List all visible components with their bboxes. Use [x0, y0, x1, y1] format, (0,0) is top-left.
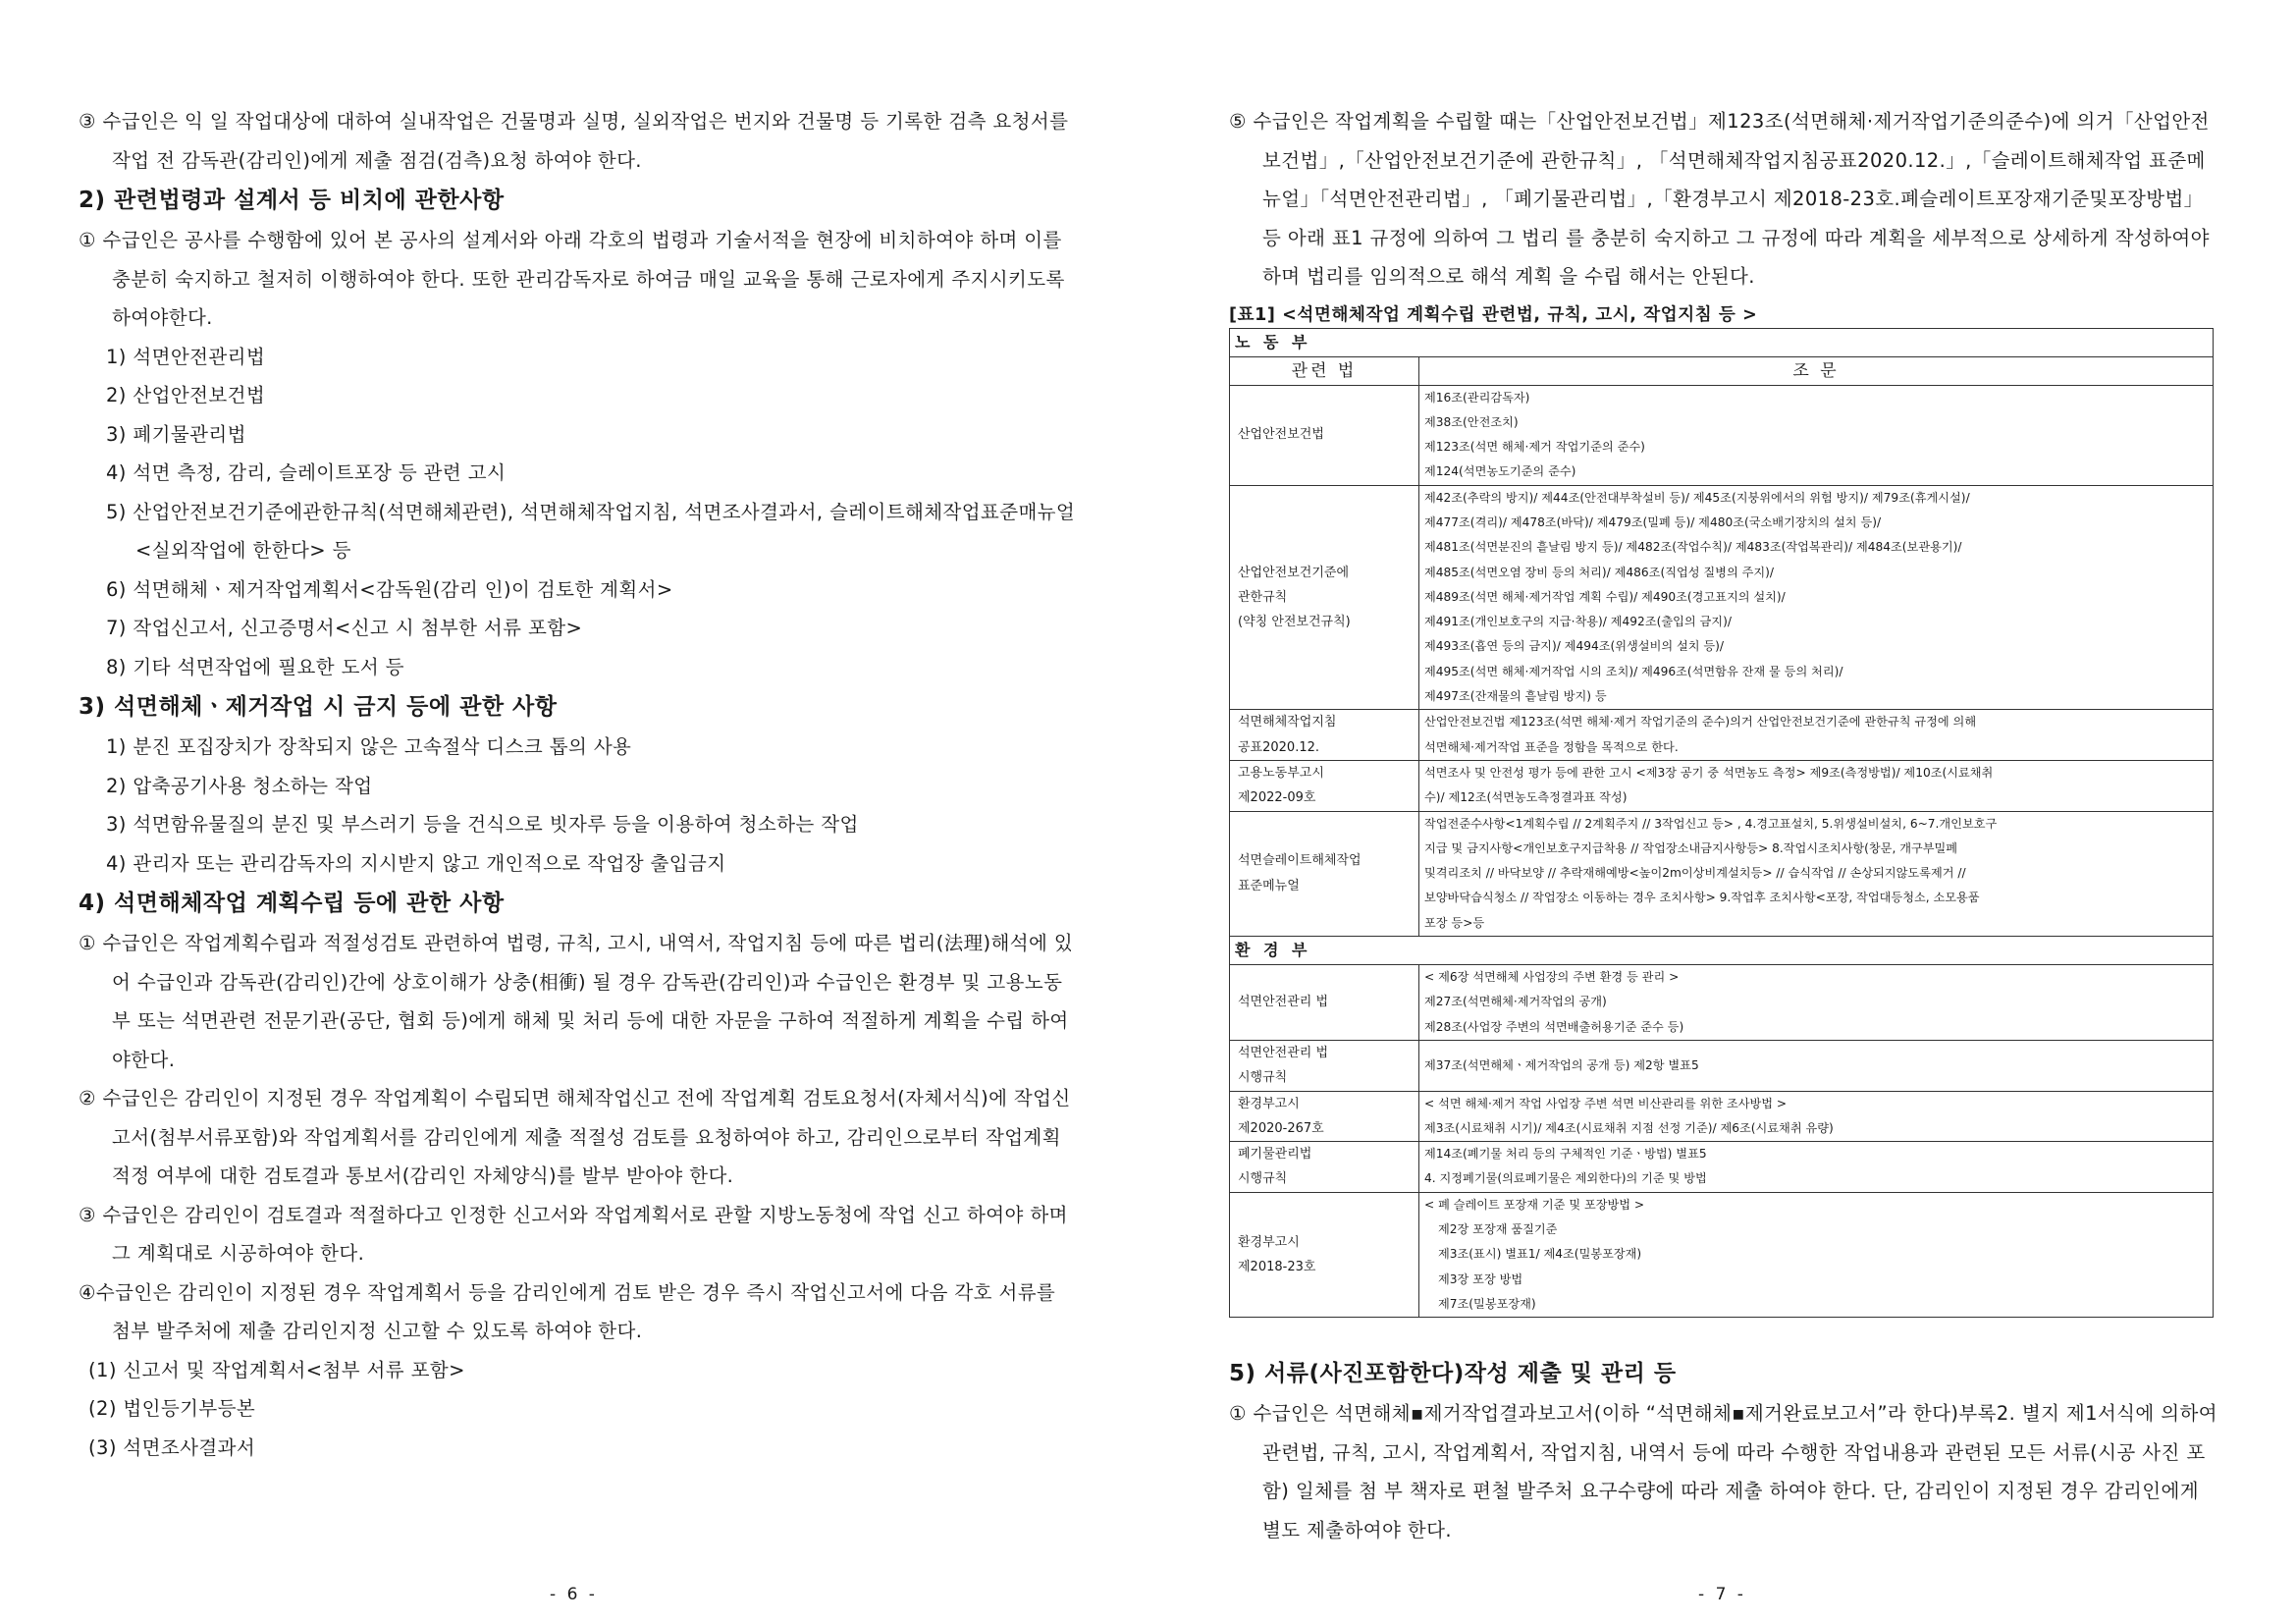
list-item: (2) 법인등기부등본 [88, 1397, 256, 1420]
section-5-heading: 5) 서류(사진포함한다)작성 제출 및 관리 등 [1229, 1361, 1677, 1387]
list-item: 4) 석면 측정, 감리, 슬레이트포장 등 관련 고시 [106, 461, 507, 484]
article-line: 제7조(밀봉포장재) [1438, 1296, 1536, 1311]
law-cell: 산업안전보건법 [1230, 385, 1419, 485]
article-line: 제27조(석면해체·제거작업의 공개) [1424, 995, 1607, 1009]
article-cell [1419, 760, 2214, 811]
article-line: 제3조(표시) 별표1/ 제4조(밀봉포장재) [1438, 1247, 1642, 1262]
law-line: 시행규칙 [1238, 1171, 1288, 1187]
table-row [1230, 1040, 2214, 1091]
table-row [1230, 760, 2214, 811]
law-line: 공표2020.12. [1238, 739, 1320, 755]
section-4-paragraph-3: ③ 수급인은 감리인이 검토결과 적절하다고 인정한 신고서와 작업계획서로 관할 지방노동청에 작업 신고 하여야 하며 그 계획대로 시공하여야 한다. [79, 1203, 1068, 1265]
article-line: < 석면 해체·제거 작업 사업장 주변 석면 비산관리를 위한 조사방법 > [1424, 1096, 1788, 1110]
law-line: 표준메뉴얼 [1238, 878, 1300, 893]
list-item: 8) 기타 석면작업에 필요한 도서 등 [106, 655, 404, 678]
table-row [1230, 1142, 2214, 1193]
law-cell [1230, 485, 1419, 710]
law-cell [1230, 1142, 1419, 1193]
section-2-heading: 2) 관련법령과 설계서 등 비치에 관한사항 [79, 188, 505, 213]
table-caption: [표1] <석면해체작업 계획수립 관련법, 규칙, 고시, 작업지침 등 > [1229, 304, 1758, 325]
list-item: 4) 관리자 또는 관리감독자의 지시받지 않고 개인적으로 작업장 출입금지 [106, 851, 726, 875]
list-item: 7) 작업신고서, 신고증명서<신고 시 첨부한 서류 포함> [106, 617, 583, 639]
article-line: 제28조(사업장 주변의 석면배출허용기준 준수 등) [1424, 1019, 1684, 1034]
article-line: 제37조(석면해체ㆍ제거작업의 공개 등) 제2항 별표5 [1424, 1057, 1699, 1072]
law-cell: 석면안전관리 법 [1230, 965, 1419, 1041]
article-line: 제16조(관리감독자) [1424, 390, 1530, 405]
law-line: 관한규칙 [1238, 589, 1288, 605]
article-cell [1419, 1142, 2214, 1193]
list-item: 2) 산업안전보건법 [106, 384, 266, 406]
article-line: 제2장 포장재 품질기준 [1438, 1222, 1558, 1236]
intro-paragraph: ③ 수급인은 익 일 작업대상에 대하여 실내작업은 건물명과 실명, 실외작업은 번지와 건물명 등 기록한 검측 요청서를 작업 전 감독관(감리인)에게 제출 점검(검측)요청 하여야 한다. [79, 110, 1069, 172]
article-line: 제477조(격리)/ 제478조(바닥)/ 제479조(밀폐 등)/ 제480조(국소배기장치의 설치 등)/ [1424, 514, 1882, 529]
article-line: 제38조(안전조치) [1424, 414, 1519, 429]
article-cell [1419, 385, 2214, 485]
table-group-row [1230, 328, 2214, 356]
article-line: 제491조(개인보호구의 지급·착용)/ 제492조(출입의 금지)/ [1424, 615, 1732, 629]
right-column [1229, 102, 2220, 1549]
article-line: 작업전준수사항<1계획수립 // 2계획주지 // 3작업신고 등> , 4.경고표설치, 5.위생설비설치, 6~7.개인보호구 [1424, 816, 1998, 831]
column-header-law: 관련 법 [1230, 356, 1419, 385]
article-cell [1419, 965, 2214, 1041]
law-line: 산업안전보건기준에 [1238, 565, 1350, 580]
section-4-paragraph-1: ① 수급인은 작업계획수립과 적절성검토 관련하여 법령, 규칙, 고시, 내역서, 작업지침 등에 따른 법리(法理)해석에 있어 수급인과 감독관(감리인)간에 상호이해가 상충(相衝) 될 경우 감독관(감리인)과 수급인은 환경부 및 고용노동부 또는 석면관련 전문기관(공단, 협회 등)에게 해체 및 처리 등에 대한 자문을 구하여 적절하게 계획을 수립 하여야한다. [79, 932, 1074, 1071]
list-item: 6) 석면해체ㆍ제거작업계획서<감독원(감리 인)이 검토한 계획서> [106, 577, 673, 601]
article-cell [1419, 1091, 2214, 1142]
article-line: 제495조(석면 해체·제거작업 시의 조치)/ 제496조(석면함유 잔재 물 등의 처리)/ [1424, 664, 1843, 678]
article-line: 제123조(석면 해체·제거 작업기준의 준수) [1424, 440, 1645, 455]
table-row [1230, 485, 2214, 710]
law-cell [1230, 1091, 1419, 1142]
section-4-heading: 4) 석면해체작업 계획수립 등에 관한 사항 [79, 891, 505, 916]
article-line: 수)/ 제12조(석면농도측정결과표 작성) [1424, 790, 1628, 805]
article-line: < 제6장 석면해체 사업장의 주변 환경 등 관리 > [1424, 970, 1680, 985]
article-cell [1419, 1040, 2214, 1091]
article-line: < 폐 슬레이트 포장재 기준 및 포장방법 > [1424, 1197, 1645, 1212]
list-item: 1) 석면안전관리법 [106, 345, 266, 368]
article-line: 석면조사 및 안전성 평가 등에 관한 고시 <제3장 공기 중 석면농도 측정> 제9조(측정방법)/ 제10조(시료채취 [1424, 765, 1994, 780]
article-line: 제3조(시료채취 시기)/ 제4조(시료채취 지점 선정 기준)/ 제6조(시료채취 유량) [1424, 1120, 1834, 1135]
law-line: 시행규칙 [1238, 1070, 1288, 1086]
article-line: 제14조(폐기물 처리 등의 구체적인 기준ㆍ방법) 별표5 [1424, 1147, 1707, 1162]
article-line: 제124(석면농도기준의 준수) [1424, 464, 1576, 479]
group-label-labor: 노 동 부 [1230, 328, 2214, 356]
article-line: 제42조(추락의 방지)/ 제44조(안전대부착설비 등)/ 제45조(지붕위에서의 위험 방지)/ 제79조(휴게시설)/ [1424, 490, 1970, 505]
right-page [1148, 0, 2296, 1623]
page-number: - 6 - [550, 1585, 598, 1604]
law-line: 석면슬레이트해체작업 [1238, 853, 1362, 869]
law-line: 환경부고시 [1238, 1234, 1300, 1250]
article-line: 제481조(석면분진의 흩날림 방지 등)/ 제482조(작업수칙)/ 제483조(작업복관리)/ 제484조(보관용기)/ [1424, 540, 1962, 555]
table-row [1230, 710, 2214, 761]
article-line: 제485조(석면오염 장비 등의 처리)/ 제486조(직업성 질병의 주지)/ [1424, 565, 1775, 579]
list-item: 1) 분진 포집장치가 장착되지 않은 고속절삭 디스크 톱의 사용 [106, 735, 632, 758]
section-5-paragraph: ① 수급인은 석면해체▪제거작업결과보고서(이하 “석면해체▪제거완료보고서”라 한다)부록2. 별지 제1서식에 의하여 관련법, 규칙, 고시, 작업계획서, 작업지침, 내역서 등에 따라 수행한 작업내용과 관련된 모든 서류(시공 사진 포함) 일체를 첨 부 책자로 편철 발주처 요구수량에 따라 제출 하여야 한다. 단, 감리인이 지정된 경우 감리인에게 별도 제출하여야 한다. [1229, 1402, 2217, 1542]
article-line: 산업안전보건법 제123조(석면 해체·제거 작업기준의 준수)의거 산업안전보건기준에 관한규칙 규정에 의해 [1424, 715, 1977, 730]
paragraph-5: ⑤ 수급인은 작업계획을 수립할 때는「산업안전보건법」제123조(석면해체·제거작업기준의준수)에 의거「산업안전보건법」,「산업안전보건기준에 관한규칙」, 「석면해체작업지침공표2020.12.」,「슬레이트해체작업 표준메뉴얼」「석면안전관리법」, 「폐기물관리법」,「환경부고시 제2018-23호.폐슬레이트포장재기준및포장방법」등 아래 표1 규정에 의하여 그 법리 를 충분히 숙지하고 그 규정에 따라 계획을 세부적으로 상세하게 작성하여야 하며 법리를 임의적으로 해석 계획 을 수립 해서는 안된다. [1229, 110, 2210, 288]
law-cell [1230, 760, 1419, 811]
article-line: 제489조(석면 해체·제거작업 계획 수립)/ 제490조(경고표지의 설치)/ [1424, 589, 1786, 604]
article-cell [1419, 710, 2214, 761]
article-line: 4. 지정폐기물(의료폐기물은 제외한다)의 기준 및 방법 [1424, 1171, 1707, 1186]
section-3-heading: 3) 석면해체ㆍ제거작업 시 금지 등에 관한 사항 [79, 694, 558, 720]
list-item: 5) 산업안전보건기준에관한규칙(석면해체관련), 석면해체작업지침, 석면조사결과서, 슬레이트해체작업표준매뉴얼<실외작업에 한한다> 등 [106, 500, 1076, 562]
section-4-paragraph-2: ② 수급인은 감리인이 지정된 경우 작업계획이 수립되면 해체작업신고 전에 작업계획 검토요청서(자체서식)에 작업신고서(첨부서류포함)와 작업계획서를 감리인에게 제출 적절성 검토를 요청하여야 하고, 감리인으로부터 작업계획 적정 여부에 대한 검토결과 통보서(감리인 자체양식)를 발부 받아야 한다. [79, 1087, 1071, 1187]
article-cell [1419, 811, 2214, 936]
law-line: 석면해체작업지침 [1238, 715, 1337, 730]
table-row [1230, 1091, 2214, 1142]
law-cell [1230, 1192, 1419, 1317]
law-line: 고용노동부고시 [1238, 765, 1324, 781]
table-row [1230, 965, 2214, 1041]
article-line: 지급 및 금지사항<개인보호구지급착용 // 작업장소내금지사항등> 8.작업시조치사항(창문, 개구부밀폐 [1424, 840, 1958, 855]
section-2-paragraph: ① 수급인은 공사를 수행함에 있어 본 공사의 설계서와 아래 각호의 법령과 기술서적을 현장에 비치하여야 하며 이를 충분히 숙지하고 철저히 이행하여야 한다. 또한 관리감독자로 하여금 매일 교육을 통해 근로자에게 주지시키도록 하여야한다. [79, 229, 1065, 329]
table-header-row [1230, 356, 2214, 385]
law-line: 제2018-23호 [1238, 1259, 1316, 1274]
article-cell [1419, 485, 2214, 710]
law-cell [1230, 1040, 1419, 1091]
article-line: 제3장 포장 방법 [1438, 1271, 1523, 1286]
article-line: 및격리조치 // 바닥보양 // 추락재해예방<높이2m이상비계설치등> // 습식작업 // 손상되지않도록제거 // [1424, 866, 1966, 881]
table-row [1230, 385, 2214, 485]
list-item: 2) 압축공기사용 청소하는 작업 [106, 774, 373, 797]
left-column [79, 102, 1080, 1467]
article-line: 제493조(흡연 등의 금지)/ 제494조(위생설비의 설치 등)/ [1424, 639, 1725, 654]
article-cell [1419, 1192, 2214, 1317]
list-item: (1) 신고서 및 작업계획서<첨부 서류 포함> [88, 1358, 465, 1381]
article-line: 보양바닥습식청소 // 작업장소 이동하는 경우 조치사항> 9.작업후 조치사항<포장, 작업대등청소, 소모용품 [1424, 891, 1980, 905]
table-group-row [1230, 937, 2214, 965]
article-line: 제497조(잔재물의 흩날림 방지) 등 [1424, 689, 1607, 704]
list-item: 3) 폐기물관리법 [106, 422, 246, 446]
section-3-list [79, 728, 1080, 883]
law-cell [1230, 811, 1419, 936]
law-line: 석면안전관리 법 [1238, 1045, 1329, 1060]
list-item: 3) 석면함유물질의 분진 및 부스러기 등을 건식으로 빗자루 등을 이용하여 청소하는 작업 [106, 813, 859, 836]
law-line: 폐기물관리법 [1238, 1147, 1312, 1163]
article-line: 포장 등>등 [1424, 915, 1485, 930]
group-label-environment: 환 경 부 [1230, 937, 2214, 965]
regulation-table [1229, 328, 2214, 1319]
section-2-list [79, 338, 1080, 687]
law-line: 환경부고시 [1238, 1096, 1300, 1111]
list-item: (3) 석면조사결과서 [88, 1435, 256, 1459]
section-4-paragraph-4: ④수급인은 감리인이 지정된 경우 작업계획서 등을 감리인에게 검토 받은 경우 즉시 작업신고서에 다음 각호 서류를 첨부 발주처에 제출 감리인지정 신고할 수 있도록 하여야 한다. [79, 1280, 1056, 1342]
law-line: 제2020-267호 [1238, 1120, 1324, 1136]
column-header-article: 조 문 [1419, 356, 2214, 385]
table-row [1230, 811, 2214, 936]
table-row [1230, 1192, 2214, 1317]
law-line: 제2022-09호 [1238, 790, 1316, 806]
spacer [1229, 1318, 2220, 1331]
article-line: 석면해체·제거작업 표준을 정함을 목적으로 한다. [1424, 739, 1679, 754]
law-line: (약칭 안전보건규칙) [1238, 615, 1351, 630]
page-number: - 7 - [1698, 1585, 1746, 1604]
law-cell [1230, 710, 1419, 761]
section-4-list [79, 1351, 1080, 1468]
